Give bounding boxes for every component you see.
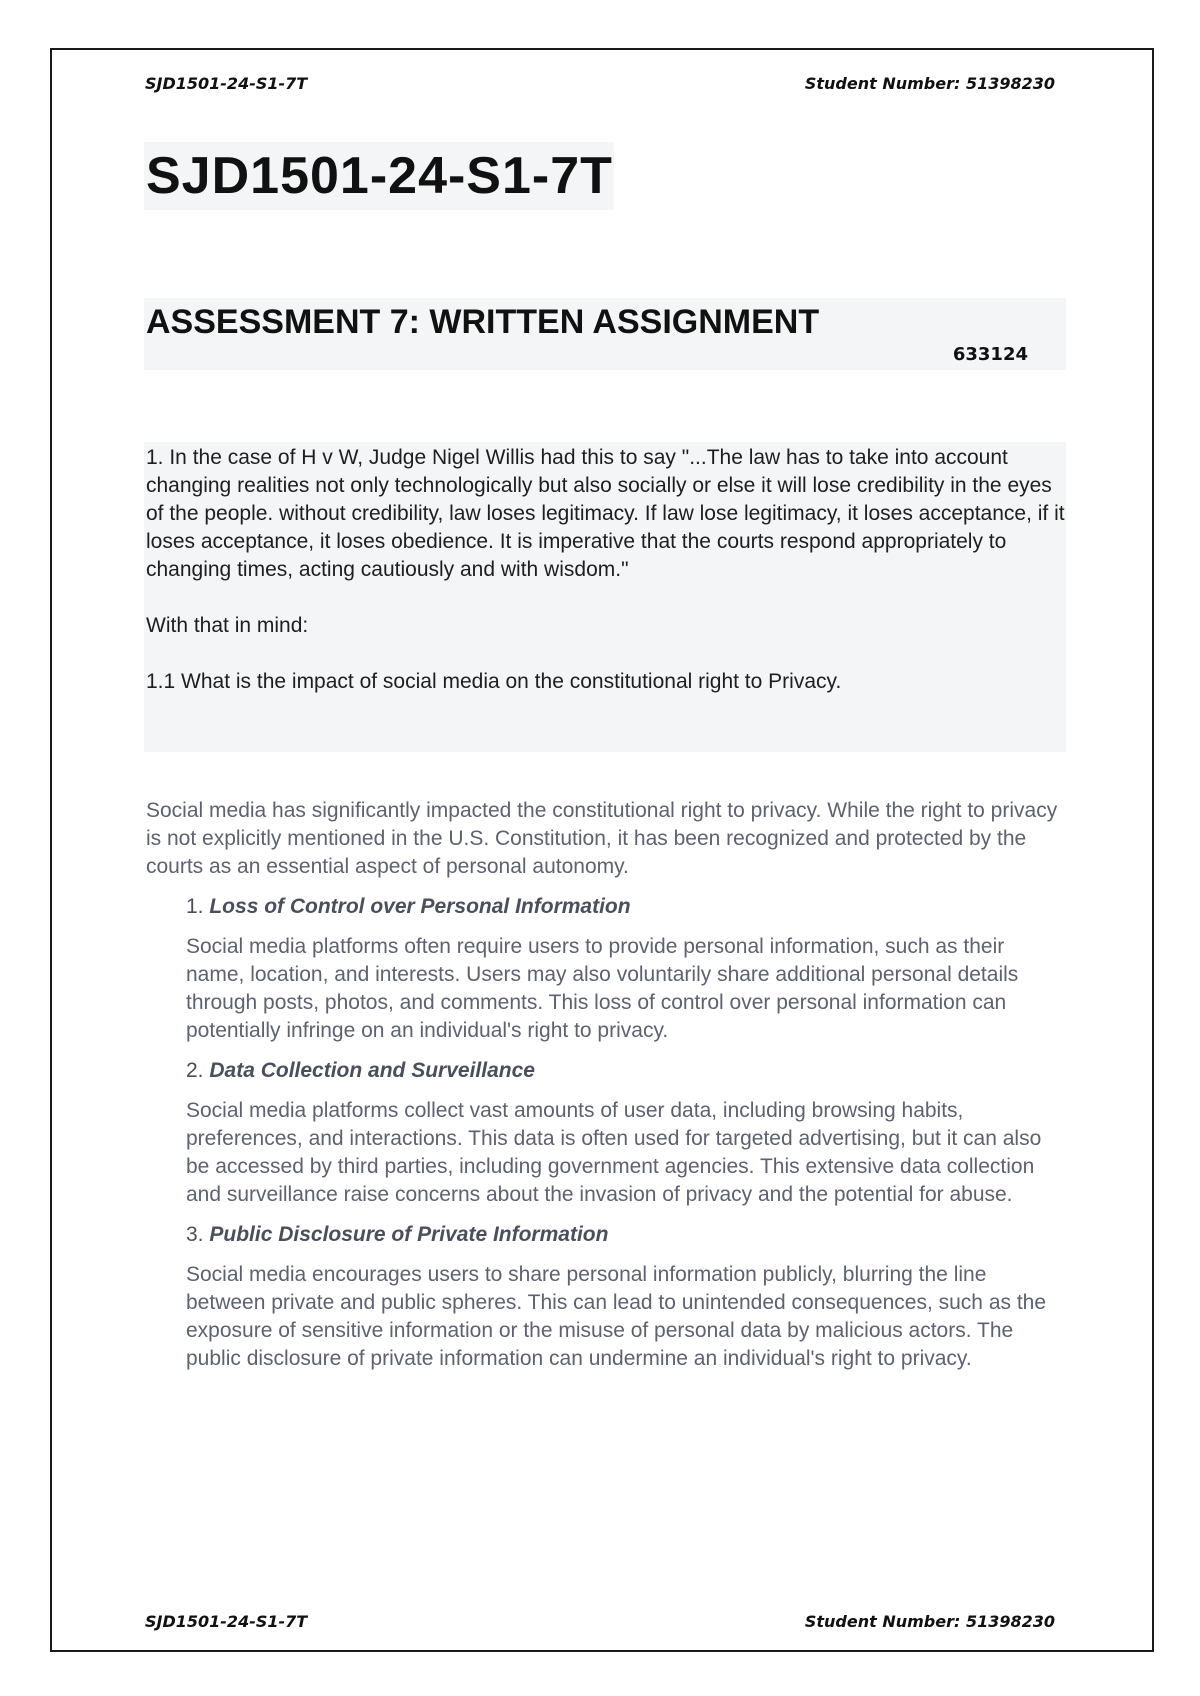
assessment-code: 633124 xyxy=(952,344,1028,365)
header-course-code: SJD1501-24-S1-7T xyxy=(145,74,308,93)
sub-question: 1.1 What is the impact of social media on the constitutional right to Privacy. xyxy=(146,670,842,693)
question-quote: 1. In the case of H v W, Judge Nigel Willis had this to say "...The law has to take into account changing realities not only technologically but also socially or else it will lose credibility in the eyes of the people. without credibility, law loses legitimacy. If law lose legitimacy, it loses acceptance, if it loses acceptance, it loses obedience. It is imperative that the courts respond appropriately to changing times, acting cautiously and with wisdom." xyxy=(146,446,1065,581)
point-heading xyxy=(186,1221,1066,1249)
assessment-title: ASSESSMENT 7: WRITTEN ASSIGNMENT xyxy=(146,303,820,341)
answer-point xyxy=(186,893,1066,1045)
page-footer xyxy=(145,1612,1055,1631)
answer-point xyxy=(186,1057,1066,1209)
answer-point xyxy=(186,1221,1066,1373)
point-number: 2. xyxy=(186,1059,204,1082)
point-body: Social media encourages users to share personal information publicly, blurring the line between private and public spheres. This can lead to unintended consequences, such as the exposure of sensitive information or the misuse of personal data by malicious actors. The public disclosure of private information can undermine an individual's right to privacy. xyxy=(186,1263,1047,1370)
question-block xyxy=(146,444,1066,724)
page-header xyxy=(145,74,1055,93)
point-number: 1. xyxy=(186,895,204,918)
point-title: Public Disclosure of Private Information xyxy=(209,1223,609,1246)
point-body: Social media platforms often require users to provide personal information, such as their name, location, and interests. Users may also voluntarily share additional personal details through posts, photos, and comments. This loss of control over personal information can potentially infringe on an individual's right to privacy. xyxy=(186,935,1019,1042)
page-title: SJD1501-24-S1-7T xyxy=(146,147,613,205)
answer-block xyxy=(146,797,1066,1379)
question-prompt: With that in mind: xyxy=(146,614,309,637)
point-title: Loss of Control over Personal Information xyxy=(209,895,631,918)
point-heading xyxy=(186,893,1066,921)
point-body: Social media platforms collect vast amounts of user data, including browsing habits, preferences, and interactions. This data is often used for targeted advertising, but it can also be accessed by third parties, including government agencies. This extensive data collection and surveillance raise concerns about the invasion of privacy and the potential for abuse. xyxy=(186,1099,1042,1206)
answer-intro: Social media has significantly impacted the constitutional right to privacy. While the right to privacy is not explicitly mentioned in the U.S. Constitution, it has been recognized and protected by the courts as an essential aspect of personal autonomy. xyxy=(146,799,1058,878)
footer-course-code: SJD1501-24-S1-7T xyxy=(145,1612,308,1631)
header-student-number: Student Number: 51398230 xyxy=(804,74,1055,93)
footer-student-number: Student Number: 51398230 xyxy=(804,1612,1055,1631)
point-title: Data Collection and Surveillance xyxy=(209,1059,535,1082)
point-number: 3. xyxy=(186,1223,204,1246)
point-heading xyxy=(186,1057,1066,1085)
